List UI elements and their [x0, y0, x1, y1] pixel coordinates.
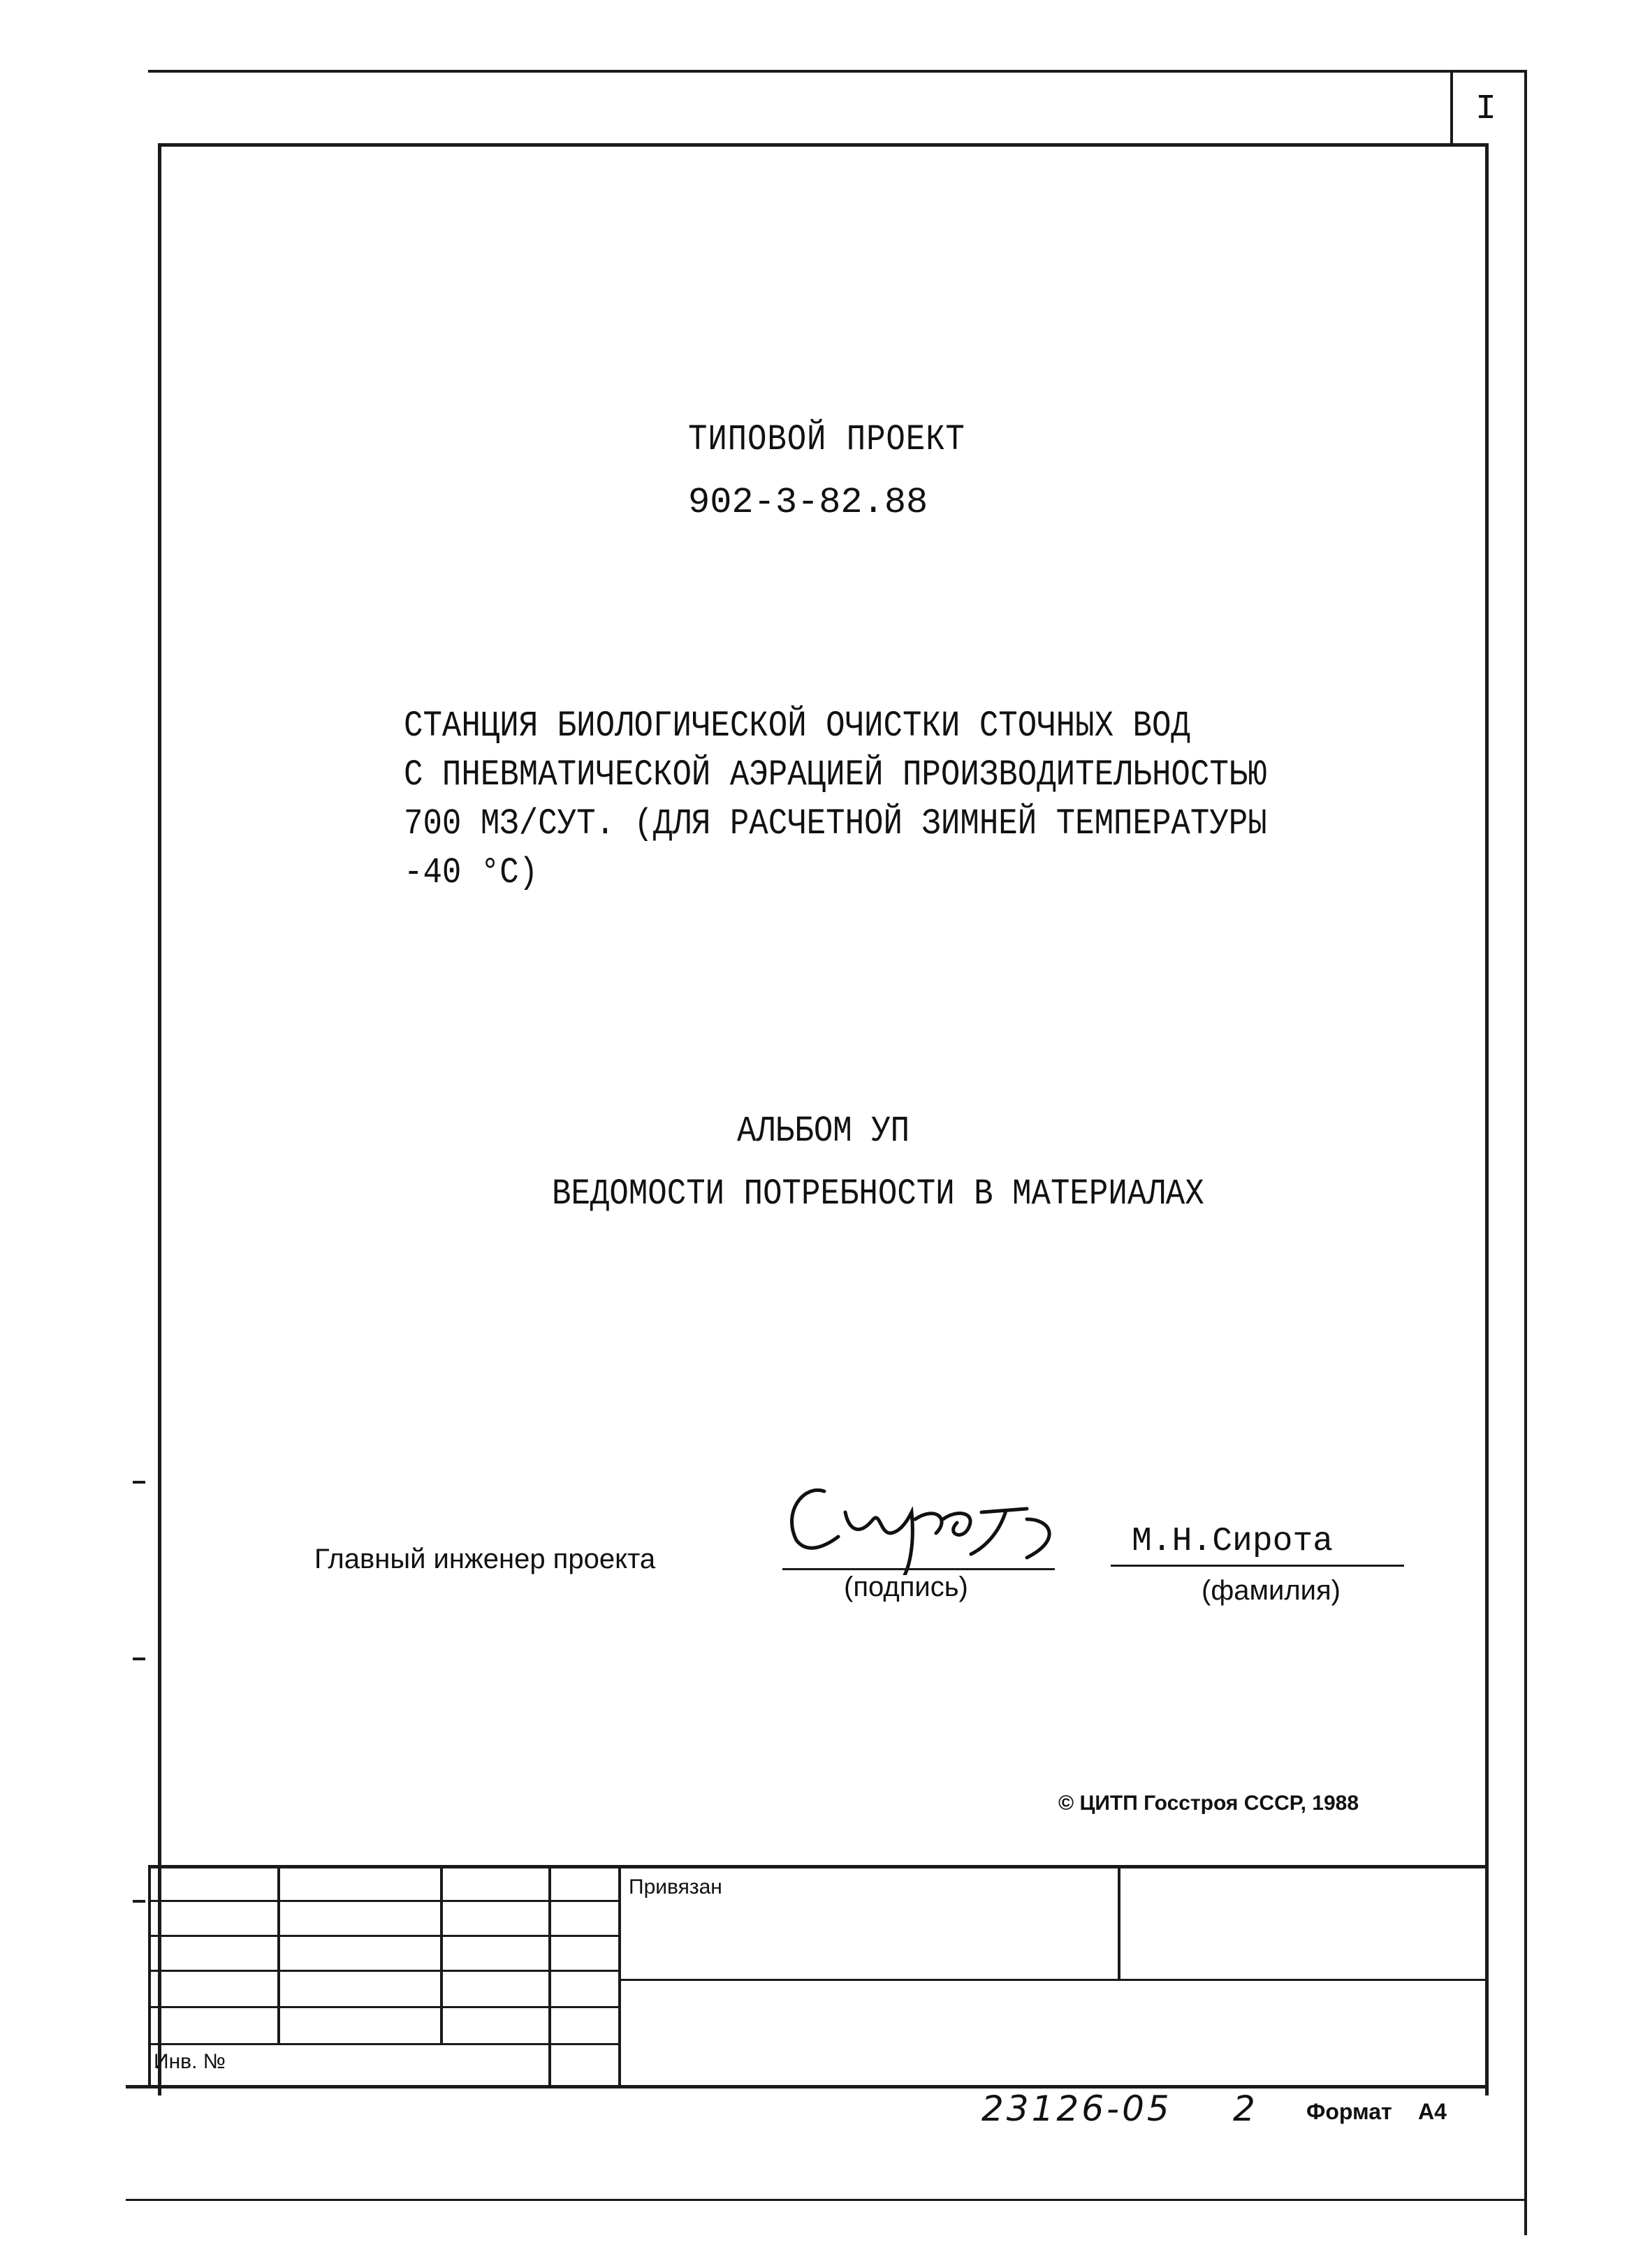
- stamp-bottom: [126, 2085, 1489, 2088]
- signature-line: [782, 1568, 1055, 1570]
- stamp-bound-label: Привязан: [629, 1875, 722, 1898]
- footer-code: 23126-05: [981, 2088, 1172, 2129]
- stamp-col-3: [548, 1865, 551, 2088]
- top-border: [148, 70, 1524, 73]
- copyright: © ЦИТП Госстроя СССР, 1988: [1058, 1792, 1359, 1815]
- project-number: 902-3-82.88: [688, 482, 928, 523]
- inner-left-border: [158, 143, 161, 2095]
- album-title: АЛЬБОМ УП: [737, 1111, 910, 1152]
- description-line-1: СТАНЦИЯ БИОЛОГИЧЕСКОЙ ОЧИСТКИ СТОЧНЫХ ВОД: [404, 705, 1190, 747]
- name-caption: (фамилия): [1202, 1575, 1341, 1606]
- description-line-2: С ПНЕВМАТИЧЕСКОЙ АЭРАЦИЕЙ ПРОИЗВОДИТЕЛЬНОСТЬЮ: [404, 754, 1267, 796]
- description-line-4: -40 °С): [404, 852, 539, 893]
- signer-name: М.Н.Сирота: [1132, 1523, 1334, 1560]
- sheet-number-box-left: [1450, 70, 1453, 147]
- handwritten-signature: [775, 1470, 1069, 1575]
- project-label: ТИПОВОЙ ПРОЕКТ: [688, 419, 965, 460]
- album-subtitle: ВЕДОМОСТИ ПОТРЕБНОСТИ В МАТЕРИАЛАХ: [552, 1173, 1204, 1215]
- stamp-row-5: [148, 2043, 620, 2045]
- edge-tick: [133, 1658, 145, 1660]
- stamp-col-5: [1118, 1865, 1120, 1980]
- stamp-row-right: [618, 1979, 1489, 1981]
- stamp-row-2: [148, 1935, 620, 1937]
- stamp-inventory-label: Инв. №: [154, 2050, 226, 2073]
- edge-tick: [133, 1900, 145, 1903]
- stamp-top: [148, 1865, 1489, 1868]
- sheet-number: I: [1475, 89, 1497, 129]
- stamp-row-4: [148, 2006, 620, 2008]
- footer-format-label: Формат: [1306, 2099, 1392, 2124]
- stamp-col-2: [440, 1865, 443, 2043]
- footer-page: 2: [1233, 2088, 1255, 2129]
- stamp-row-3: [148, 1970, 620, 1972]
- description-line-3: 700 МЗ/СУТ. (ДЛЯ РАСЧЕТНОЙ ЗИМНЕЙ ТЕМПЕРАТУРЫ: [404, 803, 1267, 844]
- right-outer-border: [1524, 70, 1527, 2235]
- bottom-page-line: [126, 2199, 1527, 2201]
- footer-format-value: А4: [1418, 2099, 1447, 2124]
- signature-caption: (подпись): [844, 1572, 968, 1602]
- stamp-col-1: [277, 1865, 280, 2043]
- stamp-row-1: [148, 1900, 620, 1902]
- edge-tick: [133, 1481, 145, 1484]
- stamp-col-4: [618, 1865, 621, 2088]
- inner-right-border: [1485, 143, 1489, 2095]
- signature-role: Главный инженер проекта: [314, 1544, 656, 1574]
- name-line: [1111, 1565, 1404, 1567]
- inner-top-border: [158, 143, 1489, 147]
- stamp-left-edge: [148, 1865, 151, 2088]
